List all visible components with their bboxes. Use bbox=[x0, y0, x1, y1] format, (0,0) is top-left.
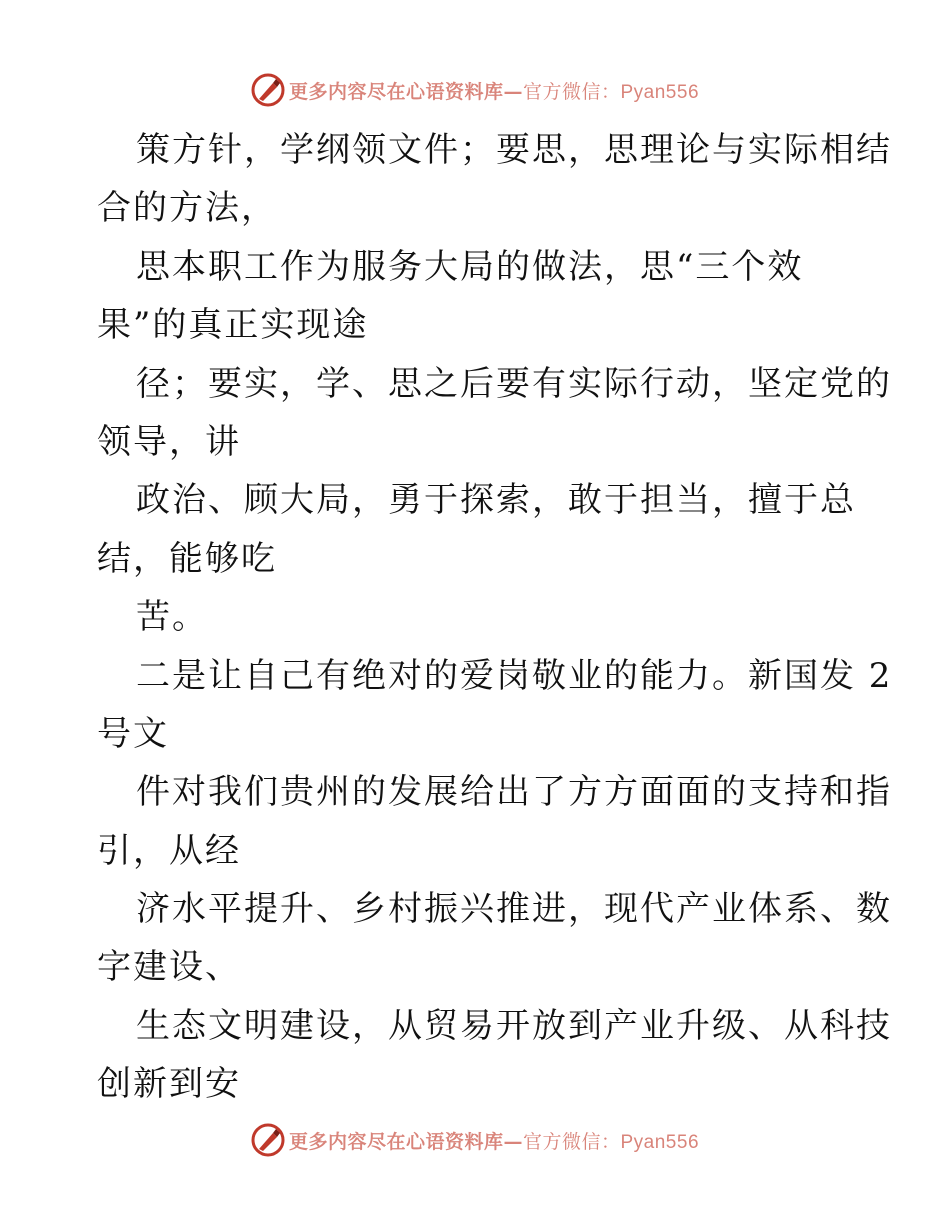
text-line: 字建设、 bbox=[97, 947, 241, 988]
text-line: 济水平提升、乡村振兴推进，现代产业体系、数 bbox=[136, 889, 892, 930]
text-line: 径；要实，学、思之后要有实际行动，坚定党的 bbox=[136, 363, 892, 404]
text-line: 创新到安 bbox=[97, 1064, 241, 1105]
text-line: 苦。 bbox=[136, 597, 208, 638]
text-line: 二是让自己有绝对的爱岗敬业的能力。新国发 2 bbox=[136, 655, 893, 696]
text-line: 生态文明建设，从贸易开放到产业升级、从科技 bbox=[136, 1005, 892, 1046]
text-line: 果”的真正实现途 bbox=[97, 305, 369, 346]
watermark-text: 更多内容尽在心语资料库—官方微信：Pyan556 bbox=[288, 80, 700, 103]
text-line: 号文 bbox=[97, 713, 169, 754]
pen-logo-icon bbox=[251, 73, 285, 107]
text-line: 思本职工作为服务大局的做法，思“三个效 bbox=[136, 246, 804, 287]
pen-logo-icon bbox=[251, 1123, 285, 1157]
text-line: 件对我们贵州的发展给出了方方面面的支持和指 bbox=[136, 772, 892, 813]
text-line: 结，能够吃 bbox=[97, 538, 277, 579]
footer-watermark bbox=[0, 1120, 950, 1160]
text-line: 合的方法， bbox=[97, 188, 277, 229]
text-line: 政治、顾大局，勇于探索，敢于担当，擅于总 bbox=[136, 480, 856, 521]
text-line: 引，从经 bbox=[97, 830, 241, 871]
document-body bbox=[97, 121, 893, 1114]
watermark-text: 更多内容尽在心语资料库—官方微信：Pyan556 bbox=[288, 1130, 700, 1153]
text-line: 领导，讲 bbox=[97, 421, 241, 462]
header-watermark bbox=[0, 70, 950, 110]
text-line: 策方针，学纲领文件；要思，思理论与实际相结 bbox=[136, 130, 892, 170]
